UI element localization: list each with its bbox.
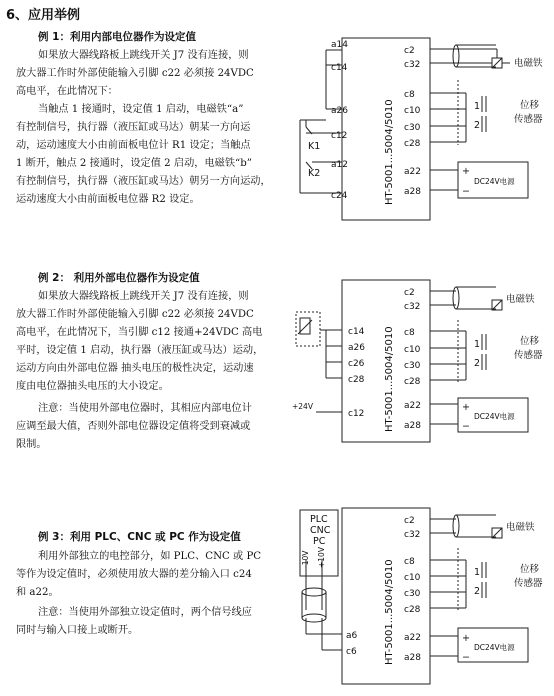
terminal-c30: c30: [404, 361, 421, 371]
example-1-line-2: 放大器工作时外部使能输入引脚 c22 必须接 24VDC: [16, 68, 254, 79]
example-1-line-9: 运动速度大小由前面板电位器 R2 设定。: [16, 194, 200, 205]
wiring-diagram-3: [294, 500, 554, 690]
terminal-a6: a6: [346, 631, 358, 641]
sensor-2-number: 2: [474, 120, 481, 131]
example-1-line-1: 如果放大器线路板上跳线开关 J7 没有连接，则: [38, 50, 249, 61]
sensor-label-line-2: 传感器: [514, 578, 543, 589]
example-1-line-5: 有控制信号，执行器（液压缸或马达）朝某一方向运: [16, 122, 251, 133]
terminal-c30: c30: [404, 123, 421, 133]
example-3-line-2: 等作为设定值时，必须使用放大器的差分输入口 c24: [16, 569, 252, 580]
example-1-line-3: 高电平，在此情况下：: [16, 86, 118, 97]
terminal-c30: c30: [404, 589, 421, 599]
example-2-line-2: 放大器工作时外部使能输入引脚 c22 必须接 24VDC: [16, 309, 254, 320]
solenoid-label: 电磁铁: [506, 294, 535, 305]
terminal-a12: a12: [331, 160, 348, 170]
section-title: 6、应用举例: [6, 8, 81, 23]
example-1-line-6: 动，运动速度大小由前面板电位计 R1 设定；当触点: [16, 140, 251, 151]
terminal-c8: c8: [404, 328, 415, 338]
example-3-line-4: 注意：当使用外部独立设定值时，两个信号线应: [38, 607, 252, 618]
example-3-line-1: 利用外部独立的电控部分，如 PLC、CNC 或 PC: [38, 551, 262, 562]
terminal-c10: c10: [404, 573, 421, 583]
terminal-c8: c8: [404, 90, 415, 100]
example-2-line-8: 应调至最大值，否则外部电位器设定值将受到衰减或: [16, 421, 251, 432]
terminal-c28: c28: [404, 605, 421, 615]
terminal-a22: a22: [404, 167, 421, 177]
terminal-c28: c28: [404, 377, 421, 387]
terminal-c32: c32: [404, 302, 421, 312]
terminal-c8: c8: [404, 557, 415, 567]
power-minus: −: [462, 186, 470, 197]
device-label: HT-5001...5004/5010: [384, 559, 395, 665]
example-3-title: 例 3：利用 PLC、CNC 或 PC 作为设定值: [38, 531, 241, 543]
terminal-a22: a22: [404, 633, 421, 643]
controller-line-pc: PC: [313, 536, 326, 547]
sensor-label-line-1: 位移: [520, 564, 540, 575]
terminal-c10: c10: [404, 106, 421, 116]
solenoid-label: 电磁铁: [506, 522, 535, 533]
terminal-c12: c12: [348, 409, 365, 419]
example-2-title: 例 2： 利用外部电位器作为设定值: [38, 272, 200, 284]
device-label: HT-5001...5004/5010: [384, 99, 395, 205]
power-plus: +: [462, 166, 470, 177]
sensor-1-number: 1: [474, 339, 481, 350]
power-plus: +: [462, 633, 470, 644]
example-2-line-1: 如果放大器线路板上跳线开关 J7 没有连接，则: [38, 291, 249, 302]
example-2-line-7: 注意：当使用外部电位器时，其相应内部电位计: [38, 403, 252, 414]
supply-label: +24V: [292, 402, 313, 411]
terminal-c14: c14: [348, 327, 365, 337]
example-1-line-4: 当触点 1 接通时，设定值 1 启动，电磁铁“a”: [38, 104, 244, 115]
power-label: DC24V电源: [474, 412, 515, 421]
power-label: DC24V电源: [474, 643, 515, 652]
range-positive: +10V: [317, 547, 326, 568]
terminal-c28: c28: [404, 139, 421, 149]
sensor-2-number: 2: [474, 586, 481, 597]
example-1-title: 例 1：利用内部电位器作为设定值: [38, 31, 196, 43]
sensor-label-line-2: 传感器: [514, 350, 543, 361]
terminal-a26: a26: [348, 343, 365, 353]
power-label: DC24V电源: [474, 177, 515, 186]
terminal-c2: c2: [404, 516, 415, 526]
terminal-a28: a28: [404, 653, 421, 663]
example-3-line-3: 和 a22。: [16, 587, 59, 598]
terminal-c6: c6: [346, 647, 357, 657]
terminal-c12: c12: [331, 131, 348, 141]
example-2-line-9: 限制。: [16, 439, 47, 450]
controller-line-cnc: CNC: [310, 525, 331, 536]
terminal-c10: c10: [404, 345, 421, 355]
terminal-c24: c24: [331, 191, 348, 201]
terminal-a28: a28: [404, 187, 421, 197]
terminal-a28: a28: [404, 421, 421, 431]
wiring-diagram-1: [296, 30, 554, 230]
controller-line-plc: PLC: [310, 514, 328, 525]
example-2-line-5: 运动方向由外部电位器 抽头电压的极性决定，运动速: [16, 363, 254, 374]
sensor-label-line-2: 传感器: [514, 114, 543, 125]
terminal-c32: c32: [404, 530, 421, 540]
switch-k1-label: K1: [308, 141, 321, 152]
terminal-a26: a26: [331, 106, 348, 116]
example-2-line-3: 高电平，在此情况下，当引脚 c12 接通+24VDC 高电: [16, 327, 263, 338]
example-1-line-7: 1 断开，触点 2 接通时，设定值 2 启动，电磁铁“b”: [16, 158, 252, 169]
sensor-1-number: 1: [474, 101, 481, 112]
power-minus: −: [462, 421, 470, 432]
power-minus: −: [462, 652, 470, 663]
example-2-line-4: 平时，设定值 1 启动，执行器（液压缸或马达）运动，: [16, 345, 264, 356]
device-label: HT-5001...5004/5010: [384, 326, 395, 432]
example-1-line-8: 有控制信号，执行器（液压缸或马达）朝另一方向运动，: [16, 176, 271, 187]
example-3-line-5: 同时与输入口接上或断开。: [16, 625, 139, 636]
terminal-c2: c2: [404, 46, 415, 56]
sensor-label-line-1: 位移: [520, 100, 540, 111]
power-plus: +: [462, 402, 470, 413]
terminal-c26: c26: [348, 359, 365, 369]
terminal-a14: a14: [331, 40, 348, 50]
terminal-c28-left: c28: [348, 375, 365, 385]
terminal-c14: c14: [331, 63, 348, 73]
terminal-c32: c32: [404, 60, 421, 70]
sensor-2-number: 2: [474, 358, 481, 369]
sensor-1-number: 1: [474, 567, 481, 578]
sensor-label-line-1: 位移: [520, 336, 540, 347]
example-2-line-6: 度由电位器抽头电压的大小设定。: [16, 381, 169, 392]
range-negative: -10V: [301, 550, 310, 568]
terminal-c2: c2: [404, 288, 415, 298]
wiring-diagram-2: [286, 272, 554, 472]
solenoid-label: 电磁铁: [514, 58, 543, 69]
terminal-a22: a22: [404, 401, 421, 411]
switch-k2-label: K2: [308, 168, 321, 179]
